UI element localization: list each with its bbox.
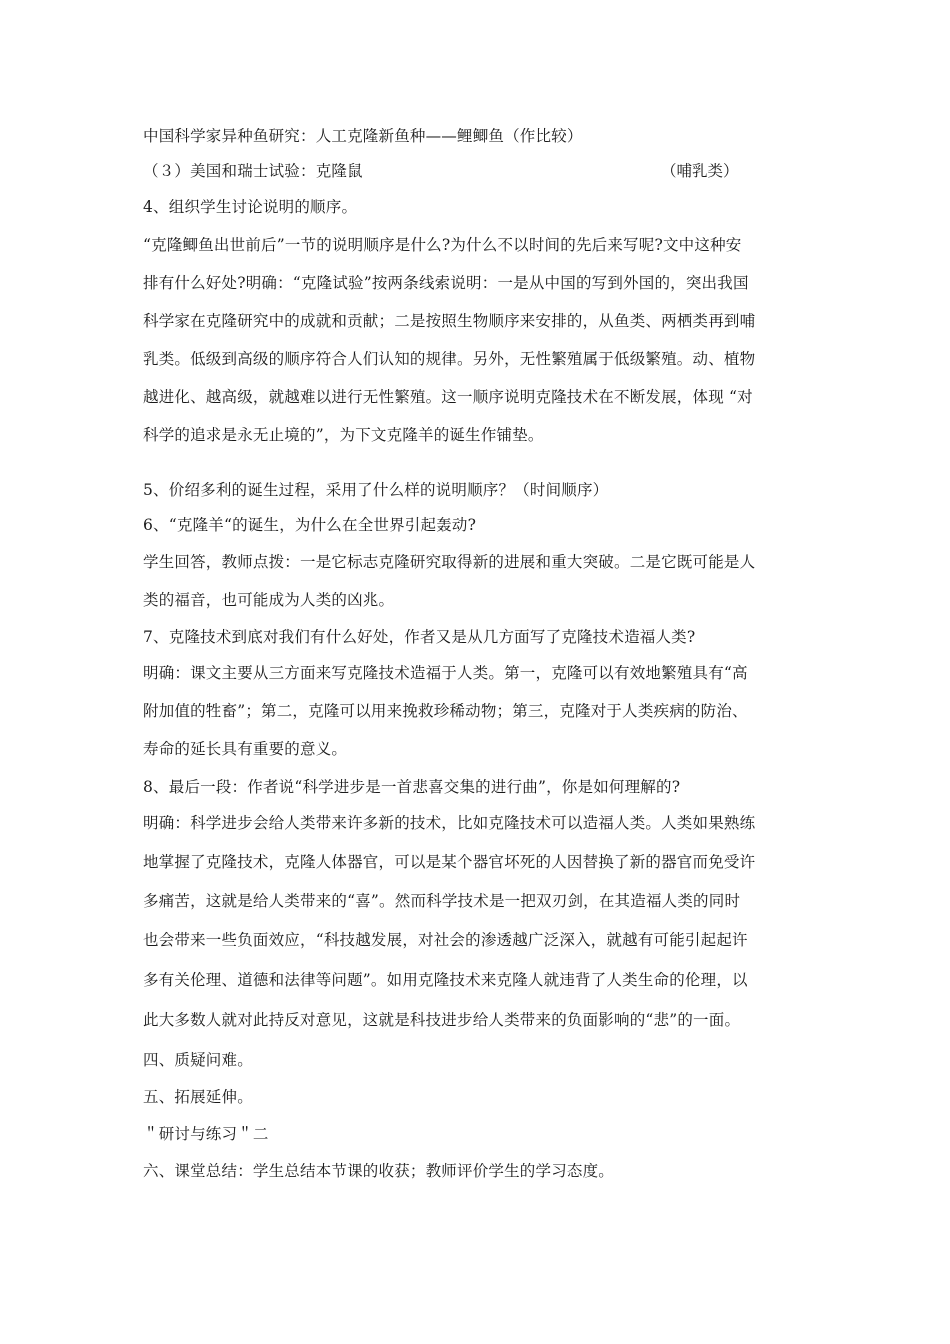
paragraph-line: 乳类。低级到高级的顺序符合人们认知的规律。另外，无性繁殖属于低级繁殖。动、植物 [143, 350, 756, 368]
paragraph-line: 学生回答，教师点拨：一是它标志克隆研究取得新的进展和重大突破。二是它既可能是人 [143, 553, 756, 571]
paragraph-line: 多有关伦理、道德和法律等问题”。如用克隆技术来克隆人就违背了人类生命的伦理，以 [143, 971, 748, 989]
text-line-mouse-clone: （３）美国和瑞士试验：克隆鼠 [143, 162, 363, 180]
paragraph-line: 科学的追求是永无止境的”，为下文克隆羊的诞生作铺垫。 [143, 426, 544, 444]
section-heading-6: 六、课堂总结：学生总结本节课的收获；教师评价学生的学习态度。 [143, 1162, 615, 1180]
paragraph-line: 此大多数人就对此持反对意见，这就是科技进步给人类带来的负面影响的“悲”的一面。 [143, 1011, 741, 1029]
paragraph-line: 也会带来一些负面效应，“科技越发展，对社会的渗透越广泛深入，就越有可能引起起许 [143, 931, 748, 949]
section-heading-4: 四、质疑问难。 [143, 1051, 253, 1069]
paragraph-line: 越进化、越高级，就越难以进行无性繁殖。这一顺序说明克隆技术在不断发展，体现 “对 [143, 388, 753, 406]
paragraph-line: 明确：课文主要从三方面来写克隆技术造福于人类。第一，克隆可以有效地繁殖具有“高 [143, 664, 748, 682]
text-line-fish-research: 中国科学家异种鱼研究：人工克隆新鱼种——鲤鲫鱼（作比较） [143, 127, 583, 145]
section-heading-5: 五、拓展延伸。 [143, 1088, 253, 1106]
exercise-reference: ＂研讨与练习＂二 [143, 1125, 269, 1143]
paragraph-line: “克隆鲫鱼出世前后”一节的说明顺序是什么?为什么不以时间的先后来写呢?文中这种安 [143, 236, 742, 254]
paragraph-line: 附加值的牲畜”；第二，克隆可以用来挽救珍稀动物；第三，克隆对于人类疾病的防治、 [143, 702, 748, 720]
heading-item-4: 4、组织学生讨论说明的顺序。 [143, 198, 358, 216]
paragraph-line: 科学家在克隆研究中的成就和贡献；二是按照生物顺序来安排的，从鱼类、两栖类再到哺 [143, 312, 756, 330]
paragraph-line: 类的福音，也可能成为人类的凶兆。 [143, 591, 395, 609]
heading-item-5: 5、价绍多利的诞生过程，采用了什么样的说明顺序？（时间顺序） [143, 481, 609, 499]
paragraph-line: 明确：科学进步会给人类带来许多新的技术，比如克隆技术可以造福人类。人类如果熟练 [143, 814, 756, 832]
paragraph-line: 寿命的延长具有重要的意义。 [143, 740, 348, 758]
paragraph-line: 多痛苦，这就是给人类带来的“喜”。然而科学技术是一把双刃剑，在其造福人类的同时 [143, 892, 741, 910]
mammal-note: （哺乳类） [661, 162, 739, 180]
paragraph-line: 排有什么好处?明确：“克隆试验”按两条线索说明：一是从中国的写到外国的，突出我国 [143, 274, 749, 292]
heading-item-7: 7、克隆技术到底对我们有什么好处，作者又是从几方面写了克隆技术造福人类? [143, 628, 696, 646]
paragraph-line: 地掌握了克隆技术，克隆人体器官，可以是某个器官坏死的人因替换了新的器官而免受许 [143, 853, 756, 871]
heading-item-6: 6、“克隆羊“的诞生，为什么在全世界引起轰动? [143, 516, 477, 534]
heading-item-8: 8、最后一段：作者说“科学进步是一首悲喜交集的进行曲”，你是如何理解的? [143, 778, 681, 796]
